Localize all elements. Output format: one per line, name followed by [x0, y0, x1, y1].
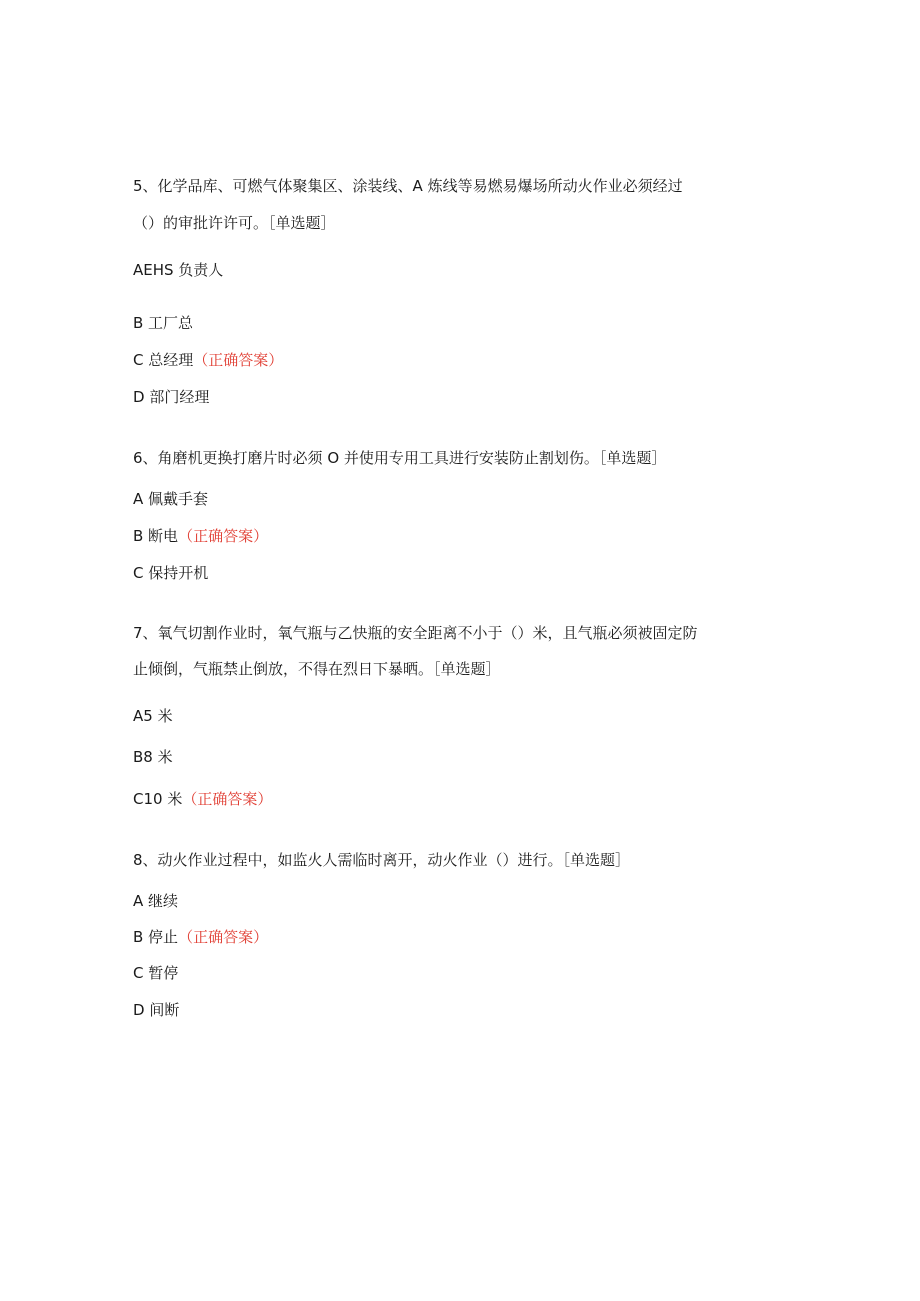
question-8-option-a — [133, 891, 178, 911]
question-7-stem-line-1: 7、氧气切割作业时，氧气瓶与乙快瓶的安全距离不小于（）米，且气瓶必须被固定防 — [133, 624, 698, 642]
question-5-option-b — [133, 313, 193, 333]
correct-answer-mark: （正确答案） — [178, 928, 269, 946]
question-7-stem-line-2: 止倾倒，气瓶禁止倒放，不得在烈日下暴晒。［单选题］ — [133, 660, 501, 678]
option-text: B 断电 — [133, 527, 179, 545]
option-text: C 暂停 — [133, 964, 179, 982]
question-6-stem-line-1: 6、角磨机更换打磨片时必须 O 并使用专用工具进行安装防止割划伤。［单选题］ — [133, 449, 667, 467]
question-6-option-b — [133, 526, 268, 546]
question-8-stem-line-1: 8、动火作业过程中，如监火人需临时离开，动火作业（）进行。［单选题］ — [133, 851, 631, 869]
option-text: A5 米 — [133, 707, 173, 725]
option-text: D 部门经理 — [133, 388, 210, 406]
correct-answer-mark: （正确答案） — [178, 527, 269, 545]
option-text: C10 米 — [133, 790, 183, 808]
option-text: B 停止 — [133, 928, 179, 946]
option-text: D 间断 — [133, 1001, 180, 1019]
question-6-option-a — [133, 489, 208, 509]
question-8-option-d — [133, 1000, 179, 1020]
question-8-option-c — [133, 963, 178, 983]
option-text: AEHS 负责人 — [133, 261, 224, 279]
option-text: B 工厂总 — [133, 314, 194, 332]
question-8-option-b — [133, 927, 268, 947]
question-7-option-c — [133, 789, 272, 809]
option-text: C 总经理 — [133, 351, 194, 369]
correct-answer-mark: （正确答案） — [193, 351, 284, 369]
correct-answer-mark: （正确答案） — [182, 790, 273, 808]
option-text: A 继续 — [133, 892, 179, 910]
option-text: C 保持开机 — [133, 564, 209, 582]
question-6-option-c — [133, 563, 208, 583]
option-text: B8 米 — [133, 748, 173, 766]
question-5-option-d — [133, 387, 209, 407]
question-5-option-a — [133, 260, 223, 280]
question-5-stem-line-1: 5、化学品库、可燃气体聚集区、涂装线、A 炼线等易燃易爆场所动火作业必须经过 — [133, 177, 683, 195]
option-text: A 佩戴手套 — [133, 490, 209, 508]
question-5-option-c — [133, 350, 283, 370]
question-5-stem-line-2: （）的审批许许可。［单选题］ — [133, 214, 336, 232]
question-7-option-b — [133, 747, 173, 767]
question-7-option-a — [133, 706, 173, 726]
